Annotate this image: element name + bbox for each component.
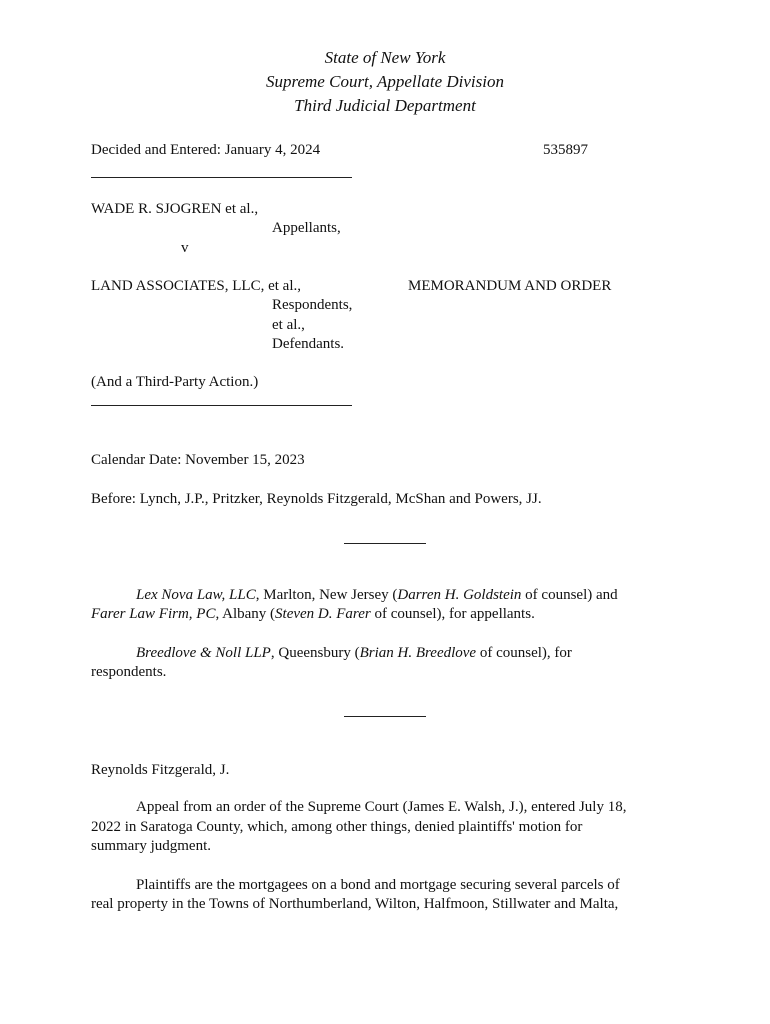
appellant-counsel-line2 — [91, 605, 535, 624]
body-para2-line1: Plaintiffs are the mortgagees on a bond and mortgage securing several parcels of — [136, 877, 620, 893]
respondent-attorney: Brian H. Breedlove — [359, 645, 477, 661]
court-header — [0, 46, 770, 118]
opinion-author: Reynolds Fitzgerald, J. — [91, 762, 230, 778]
calendar-date: Calendar Date: November 15, 2023 — [91, 452, 305, 468]
counsel-text: of counsel) and — [521, 587, 618, 603]
appellant-role: Appellants, — [272, 220, 341, 236]
counsel-text: , Albany ( — [215, 606, 276, 622]
respondent-etal: et al., — [272, 317, 305, 333]
appellant-attorney-1: Darren H. Goldstein — [397, 587, 522, 603]
docket-number: 535897 — [543, 142, 588, 158]
respondent-name: LAND ASSOCIATES, LLC, et al., — [91, 278, 301, 294]
appellant-attorney-2: Steven D. Farer — [275, 606, 371, 622]
respondent-role: Respondents, — [272, 297, 353, 313]
counsel-text: , Queensbury ( — [270, 645, 360, 661]
caption-top-rule — [91, 177, 352, 178]
respondent-firm: Breedlove & Noll LLP — [136, 645, 271, 661]
body-para1-line2: 2022 in Saratoga County, which, among other things, denied plaintiffs' motion for — [91, 819, 583, 835]
appellant-name: WADE R. SJOGREN et al., — [91, 201, 259, 217]
counsel-text: of counsel), for — [476, 645, 572, 661]
court-division: Supreme Court, Appellate Division — [266, 72, 504, 91]
counsel-text: of counsel), for appellants. — [370, 606, 535, 622]
court-department: Third Judicial Department — [294, 96, 476, 115]
panel-judges: Before: Lynch, J.P., Pritzker, Reynolds Fitzgerald, McShan and Powers, JJ. — [91, 491, 542, 507]
order-type: MEMORANDUM AND ORDER — [408, 278, 612, 294]
counsel-text: , Marlton, New Jersey ( — [255, 587, 398, 603]
appellant-firm-2: Farer Law Firm, PC — [91, 606, 216, 622]
section-divider-1 — [344, 543, 426, 544]
body-para1-line3: summary judgment. — [91, 838, 211, 854]
versus: v — [181, 240, 189, 256]
body-para2-line2: real property in the Towns of Northumberland, Wilton, Halfmoon, Stillwater and Malta, — [91, 896, 619, 912]
appellant-counsel-line1 — [136, 586, 618, 605]
court-state: State of New York — [324, 48, 446, 67]
caption-bottom-rule — [91, 405, 352, 406]
appellant-firm-1: Lex Nova Law, LLC — [136, 587, 256, 603]
respondent-counsel-line2: respondents. — [91, 664, 167, 680]
third-party-action: (And a Third-Party Action.) — [91, 374, 259, 390]
section-divider-2 — [344, 716, 426, 717]
body-para1-line1: Appeal from an order of the Supreme Court (James E. Walsh, J.), entered July 18, — [136, 799, 627, 815]
decided-date: Decided and Entered: January 4, 2024 — [91, 142, 321, 158]
defendants-role: Defendants. — [272, 336, 345, 352]
respondent-counsel-line1 — [136, 644, 572, 663]
